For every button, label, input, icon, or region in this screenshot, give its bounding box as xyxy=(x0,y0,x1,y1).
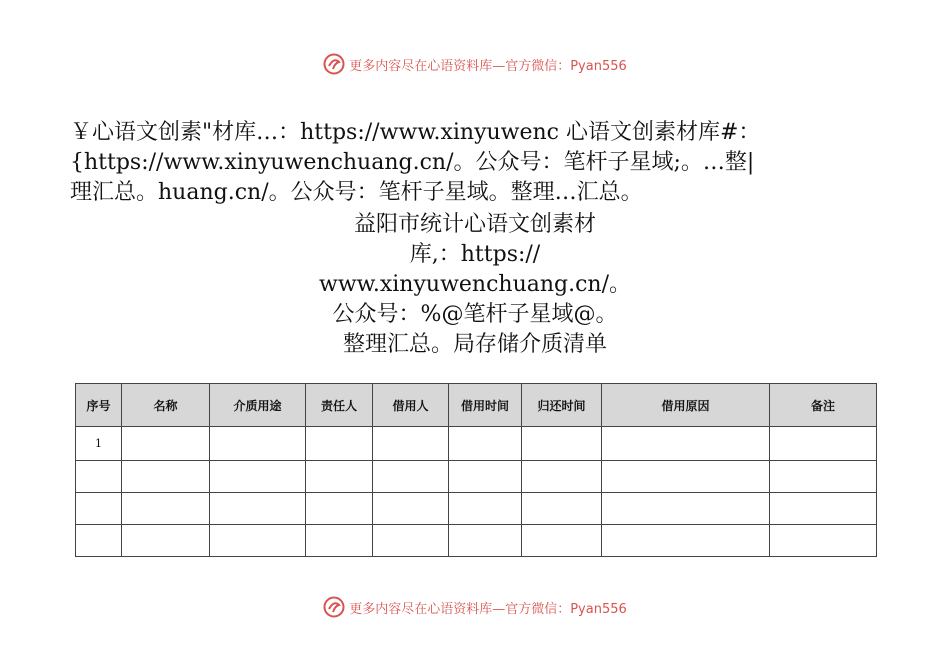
table-cell xyxy=(602,493,770,525)
table-cell xyxy=(76,493,122,525)
body-line: ￥心语文创素"材库…：https://www.xinyuwenc 心语文创素材库#： xyxy=(70,120,761,145)
table-cell xyxy=(373,461,449,493)
storage-media-table xyxy=(75,383,877,557)
table-cell xyxy=(373,525,449,557)
logo-icon xyxy=(323,596,345,618)
table-cell: 1 xyxy=(76,427,122,461)
header-borrower: 借用人 xyxy=(373,384,449,427)
table-cell xyxy=(210,493,306,525)
header-index: 序号 xyxy=(76,384,122,427)
table-cell xyxy=(306,461,373,493)
table-cell xyxy=(522,493,602,525)
footer-watermark-banner xyxy=(0,593,950,621)
table-cell xyxy=(449,427,522,461)
logo-icon xyxy=(323,53,345,75)
table-row xyxy=(76,525,877,557)
table-cell xyxy=(306,493,373,525)
table-header-row xyxy=(76,384,877,427)
table-cell xyxy=(122,493,210,525)
table-cell xyxy=(522,427,602,461)
title-line: 益阳市统计心语文创素材 xyxy=(353,212,596,237)
header-name: 名称 xyxy=(122,384,210,427)
table-cell xyxy=(210,461,306,493)
table-row xyxy=(76,427,877,461)
document-title xyxy=(0,210,950,360)
title-line: www.xinyuwenchuang.cn/。 xyxy=(318,272,632,297)
table-cell xyxy=(122,461,210,493)
table-cell xyxy=(770,493,877,525)
table-cell xyxy=(770,427,877,461)
table-cell xyxy=(449,525,522,557)
header-responsible-person: 责任人 xyxy=(306,384,373,427)
banner-main-text: 更多内容尽在心语资料库— xyxy=(349,601,506,617)
table-row xyxy=(76,493,877,525)
table-cell xyxy=(76,461,122,493)
header-return-time: 归还时间 xyxy=(522,384,602,427)
table-cell xyxy=(76,525,122,557)
table-cell xyxy=(602,525,770,557)
table-cell xyxy=(449,493,522,525)
table-cell xyxy=(449,461,522,493)
table-cell xyxy=(522,525,602,557)
table-cell xyxy=(210,427,306,461)
table-cell xyxy=(770,525,877,557)
table-cell xyxy=(522,461,602,493)
body-line: 理汇总。huang.cn/。公众号：笔杆子星域。整理…汇总。 xyxy=(70,180,643,205)
title-line: 公众号：%@笔杆子星域@。 xyxy=(332,302,618,327)
table-cell xyxy=(602,461,770,493)
table-cell xyxy=(602,427,770,461)
banner-wechat-text: 官方微信：Pyan556 xyxy=(505,58,627,74)
header-watermark-banner xyxy=(0,50,950,78)
header-media-purpose: 介质用途 xyxy=(210,384,306,427)
table-cell xyxy=(770,461,877,493)
table-cell xyxy=(373,427,449,461)
title-line: 库,：https:// xyxy=(409,242,541,267)
header-borrow-reason: 借用原因 xyxy=(602,384,770,427)
banner-wechat-text: 官方微信：Pyan556 xyxy=(505,601,627,617)
header-borrow-time: 借用时间 xyxy=(449,384,522,427)
header-remarks: 备注 xyxy=(770,384,877,427)
banner-main-text: 更多内容尽在心语资料库— xyxy=(349,58,506,74)
body-paragraph xyxy=(70,118,882,208)
table-cell xyxy=(210,525,306,557)
body-line: {https://www.xinyuwenchuang.cn/。公众号：笔杆子星域;。…整| xyxy=(70,150,755,175)
table-cell xyxy=(122,525,210,557)
table-cell xyxy=(306,525,373,557)
table-cell xyxy=(373,493,449,525)
table-cell xyxy=(306,427,373,461)
table-row xyxy=(76,461,877,493)
title-line: 整理汇总。局存储介质清单 xyxy=(342,332,607,357)
table-cell xyxy=(122,427,210,461)
